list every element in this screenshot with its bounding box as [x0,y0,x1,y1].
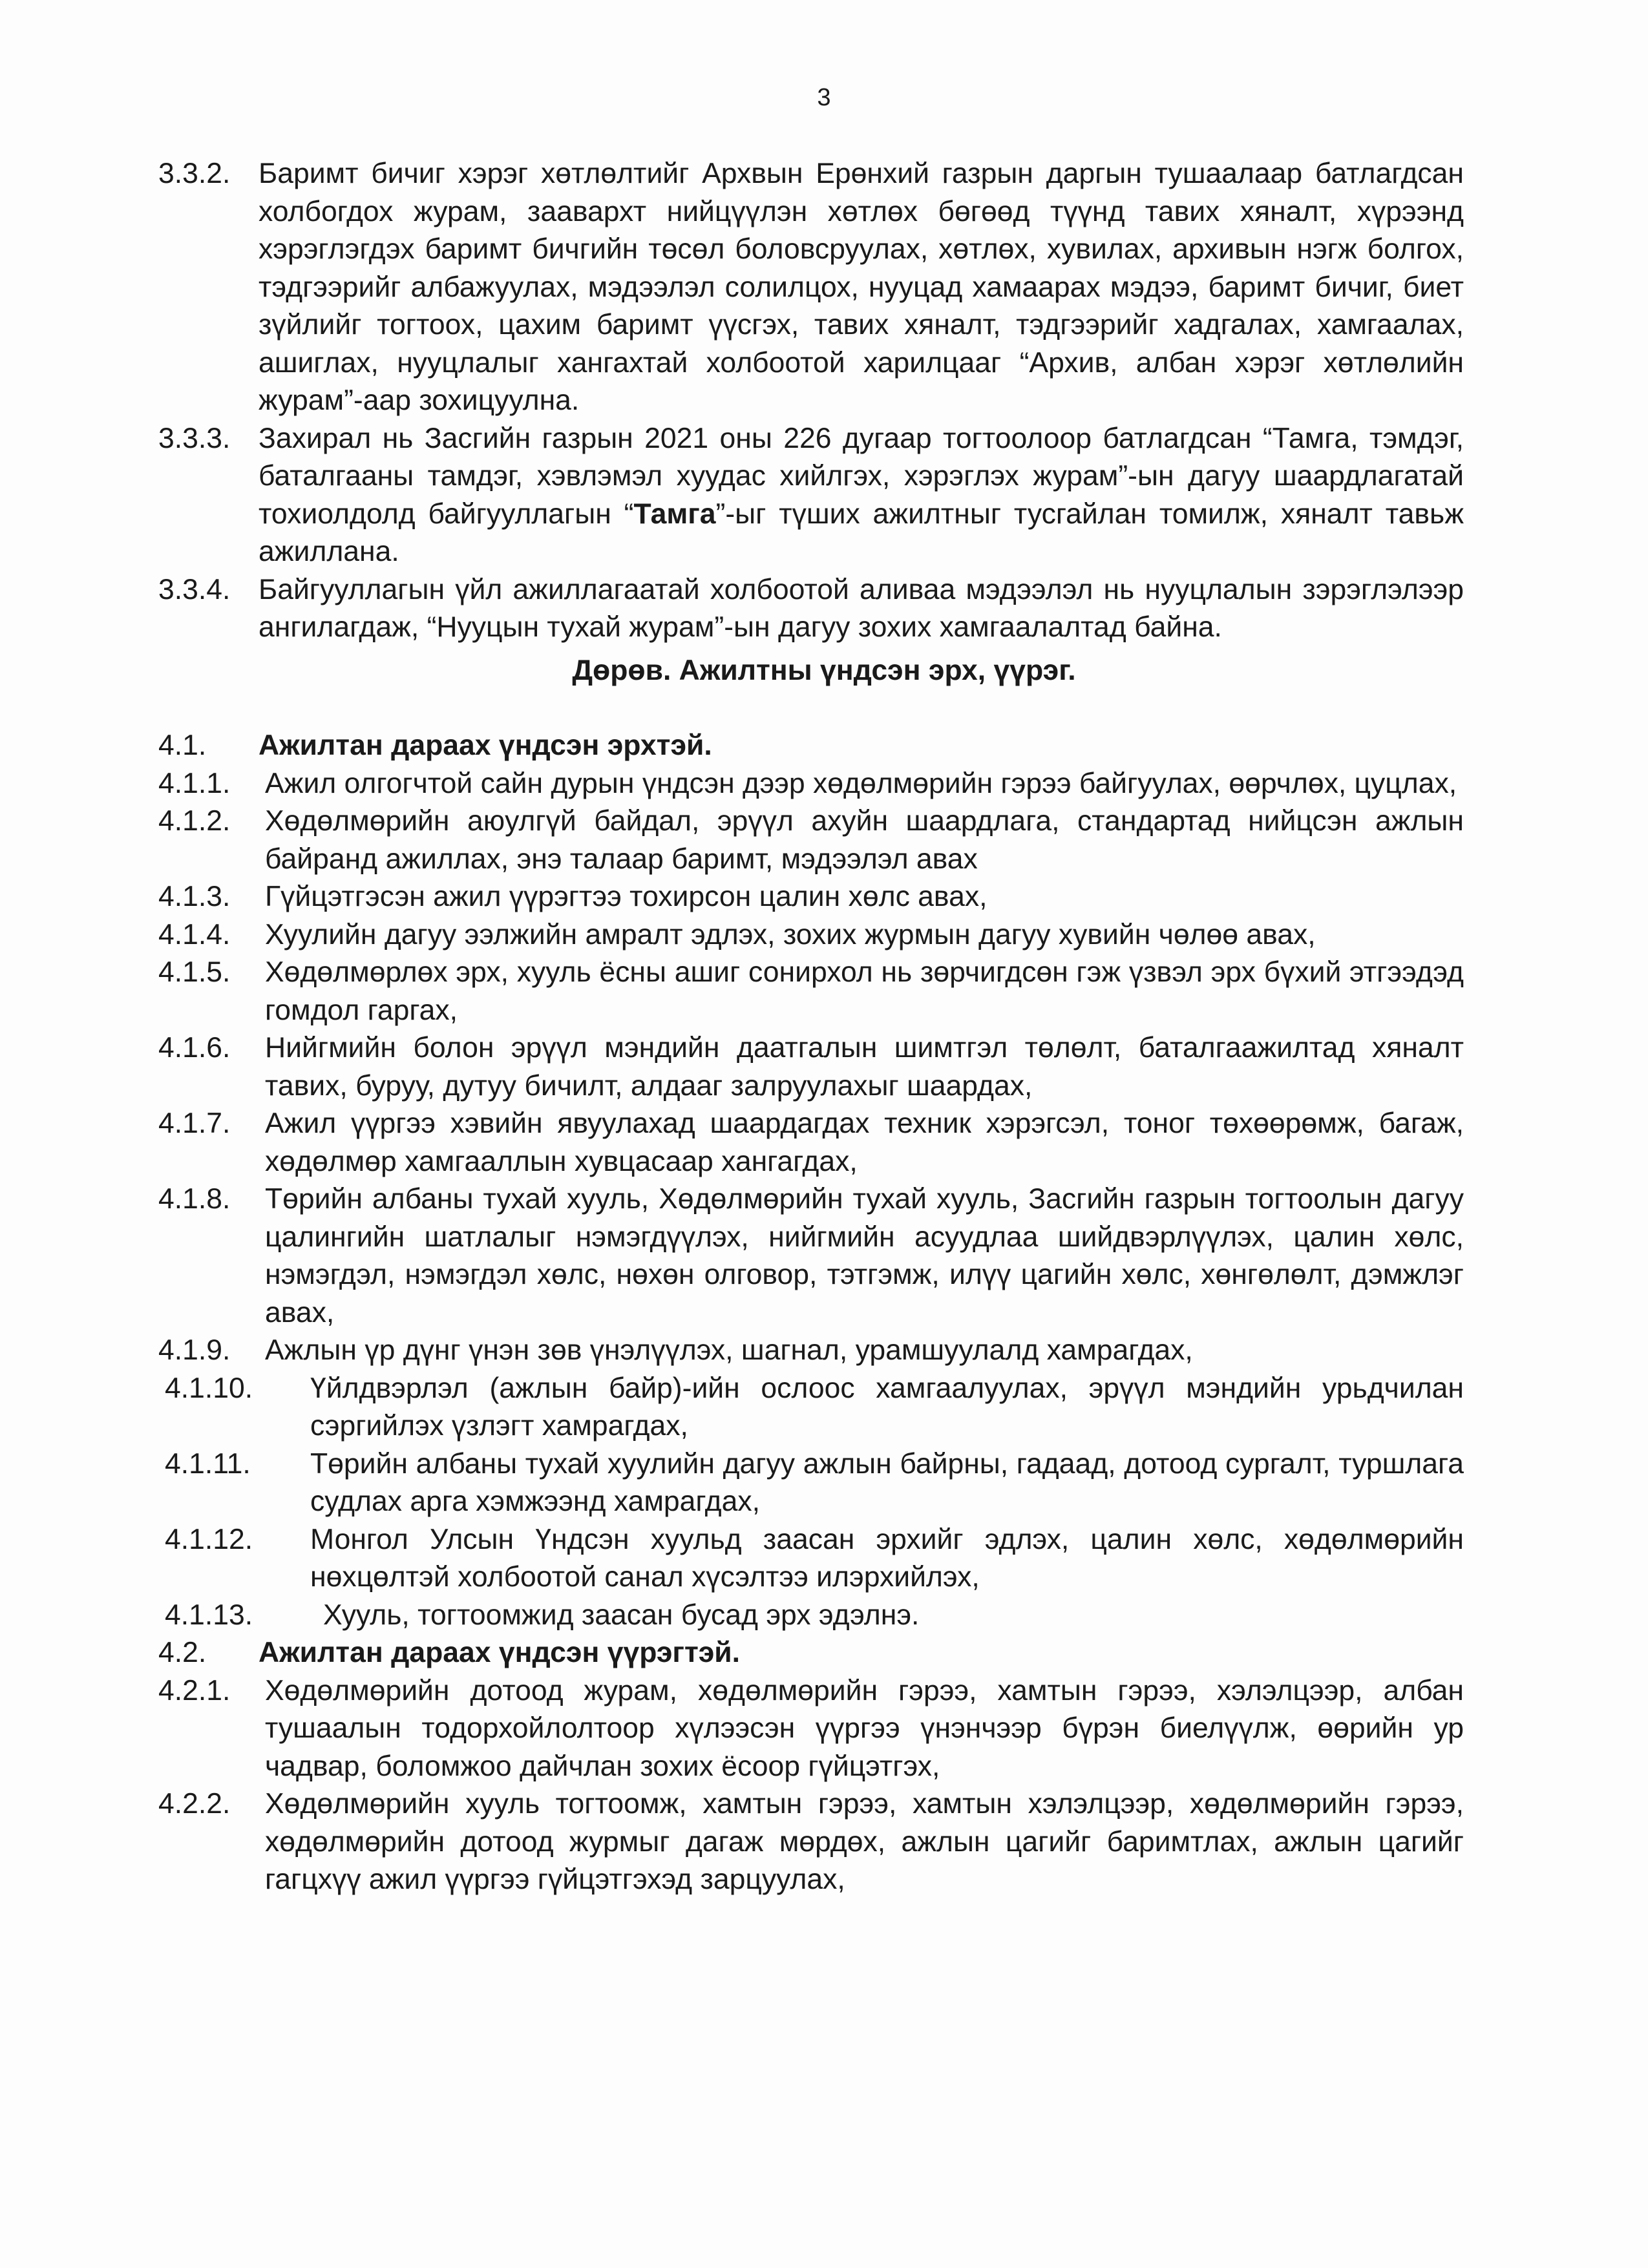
clause-3-3-2 [158,155,1464,420]
duty-4-2-2 [158,1785,1464,1899]
right-4-1-13 [158,1597,1464,1635]
bold-term: Тамга [633,498,716,530]
clause-number: 4.1.10. [165,1372,253,1404]
section-heading: Дөрөв. Ажилтны үндсэн эрх, үүрэг. [572,654,1076,686]
clause-number: 4.1.9. [158,1334,231,1366]
clause-number: 4.1.12. [165,1523,253,1555]
clause-number: 4.1.1. [158,767,231,799]
clause-text [259,420,1464,571]
clause-text: Нийгмийн болон эрүүл мэндийн даатгалын шимтгэл төлөлт, баталгаажилтад хяналт тавих, буруу, дутуу бичилт, алдааг залруулахыг шаардах, [265,1032,1464,1102]
clause-text: Хууль, тогтоомжид заасан бусад эрх эдэлнэ. [323,1599,920,1631]
clause-number: 4.1.3. [158,881,231,912]
section-title: Ажилтан дараах үндсэн эрхтэй. [259,730,712,761]
clause-number: 4.1.11. [165,1447,251,1480]
clause-3-3-3 [158,420,1464,571]
clause-number: 4.1.6. [158,1032,231,1064]
clause-text: Үйлдвэрлэл (ажлын байр)-ийн ослоос хамгаалуулах, эрүүл мэндийн урьдчилан сэргийлэх үзлэгт хамрагдах, [310,1372,1464,1442]
clause-text: Төрийн албаны тухай хууль, Хөдөлмөрийн тухай хууль, Засгийн газрын тогтоолын дагуу цалингийн шатлалыг нэмэгдүүлэх, нийгмийн асуудлаа шийдвэрлүүлэх, цалин хөлс, нэмэгдэл, нэмэгдэл хөлс, нөхөн олговор, тэтгэмж, илүү цагийн хөлс, хөнгөлөлт, дэмжлэг авах, [265,1183,1464,1328]
clause-text-part: Захирал нь Засгийн газрын 2021 оны 226 дугаар тогтоолоор батлагдсан “Тамга, тэмдэг, баталгааны тамдэг, хэвлэмэл хуудас хийлгэх, хэрэглэх журам”-ын дагуу шаардлагатай тохиолдолд байгууллагын “ [259,422,1464,530]
clause-text: Гүйцэтгэсэн ажил үүрэгтээ тохирсон цалин хөлс авах, [265,881,988,912]
clause-number: 3.3.2. [158,158,231,189]
clause-number: 4.2.2. [158,1788,231,1820]
right-4-1-9 [158,1332,1464,1370]
right-4-1-10 [158,1370,1464,1445]
clause-text: Ажил үүргээ хэвийн явуулахад шаардагдах техник хэрэгсэл, тоног төхөөрөмж, багаж, хөдөлмөр хамгааллын хувцасаар хангагдах, [265,1108,1464,1177]
right-4-1-1 [158,765,1464,803]
clause-number: 3.3.4. [158,573,231,605]
clause-text: Хөдөлмөрийн хууль тогтоомж, хамтын гэрээ, хамтын хэлэлцээр, хөдөлмөрийн гэрээ, хөдөлмөрийн дотоод журмыг дагаж мөрдөх, ажлын цагийг баримтлах, ажлын цагийг гагцхүү ажил үүргээ гүйцэтгэхэд зарцуулах, [265,1788,1464,1895]
clause-3-3-4 [158,571,1464,647]
duty-4-2-1 [158,1672,1464,1786]
right-4-1-11 [158,1445,1464,1521]
right-4-1-5 [158,954,1464,1029]
clause-text-part: ”-ыг түших ажилтныг тусгайлан томилж, хяналт тавьж ажиллана. [259,498,1464,567]
section-title: Ажилтан дараах үндсэн үүрэгтэй. [259,1637,741,1668]
right-4-1-7 [158,1105,1464,1181]
clause-text: Хөдөлмөрлөх эрх, хууль ёсны ашиг сонирхол нь зөрчигдсөн гэж үзвэл эрх бүхий этгээдэд гомдол гаргах, [265,956,1464,1026]
clause-text: Ажил олгогчтой сайн дурын үндсэн дээр хөдөлмөрийн гэрээ байгуулах, өөрчлөх, цуцлах, [265,767,1457,799]
right-4-1-2 [158,803,1464,878]
right-4-1-12 [158,1521,1464,1597]
clause-number: 3.3.3. [158,422,231,454]
clause-number: 4.1.4. [158,918,231,950]
right-4-1-8 [158,1181,1464,1332]
section-4-2 [158,1634,1464,1672]
clause-number: 4.1.5. [158,956,231,988]
document-body [158,155,1464,1899]
clause-text: Хөдөлмөрийн дотоод журам, хөдөлмөрийн гэрээ, хамтын гэрээ, хэлэлцээр, албан тушаалын тодорхойлолтоор хүлээсэн үүргээ үнэнчээр бүрэн биелүүлж, өөрийн ур чадвар, боломжоо дайчлан зохих ёсоор гүйцэтгэх, [265,1674,1464,1782]
clause-number: 4.1.2. [158,805,231,837]
right-4-1-6 [158,1029,1464,1105]
page-number: 3 [817,84,831,111]
clause-text: Баримт бичиг хэрэг хөтлөлтийг Архвын Ерөнхий газрын даргын тушаалаар батлагдсан холбогдох журам, заавархт нийцүүлэн хөтлөх бөгөөд түүнд тавих хяналт, хүрээнд хэрэглэгдэх баримт бичгийн төсөл боловсруулах, хөтлөх, хувилах, архивын нэгж болгох, тэдгээрийг албажуулах, мэдээлэл солилцох, нууцад хамаарах мэдээ, баримт бичиг, биет зүйлийг тогтоох, цахим баримт үүсгэх, тавих хяналт, тэдгээрийг хадгалах, хамгаалах, ашиглах, нууцлалыг хангахтай холбоотой харилцааг “Архив, албан хэрэг хөтлөлийн журам”-аар зохицуулна. [259,158,1464,416]
clause-number: 4.1.7. [158,1108,231,1139]
clause-number: 4.2.1. [158,1674,231,1706]
clause-number: 4.1.8. [158,1183,231,1215]
section-number: 4.2. [158,1637,207,1668]
clause-text: Хуулийн дагуу ээлжийн амралт эдлэх, зохих журмын дагуу хувийн чөлөө авах, [265,918,1316,950]
right-4-1-4 [158,916,1464,954]
clause-text: Төрийн албаны тухай хуулийн дагуу ажлын байрны, гадаад, дотоод сургалт, туршлага судлах арга хэмжээнд хамрагдах, [310,1447,1464,1517]
clause-number: 4.1.13. [165,1599,253,1631]
right-4-1-3 [158,878,1464,916]
section-number: 4.1. [158,730,207,761]
clause-text: Монгол Улсын Үндсэн хуульд заасан эрхийг эдлэх, цалин хөлс, хөдөлмөрийн нөхцөлтэй холбоотой санал хүсэлтээ илэрхийлэх, [310,1523,1464,1593]
clause-text: Хөдөлмөрийн аюулгүй байдал, эрүүл ахуйн шаардлага, стандартад нийцсэн ажлын байранд ажиллах, энэ талаар баримт, мэдээлэл авах [265,805,1464,875]
section-4-1 [158,727,1464,765]
clause-text: Ажлын үр дүнг үнэн зөв үнэлүүлэх, шагнал, урамшуулалд хамрагдах, [265,1334,1193,1366]
clause-text: Байгууллагын үйл ажиллагаатай холбоотой аливаа мэдээлэл нь нууцлалын зэрэглэлээр ангилагдаж, “Нууцын тухай журам”-ын дагуу зохих хамгаалалтад байна. [259,573,1464,643]
